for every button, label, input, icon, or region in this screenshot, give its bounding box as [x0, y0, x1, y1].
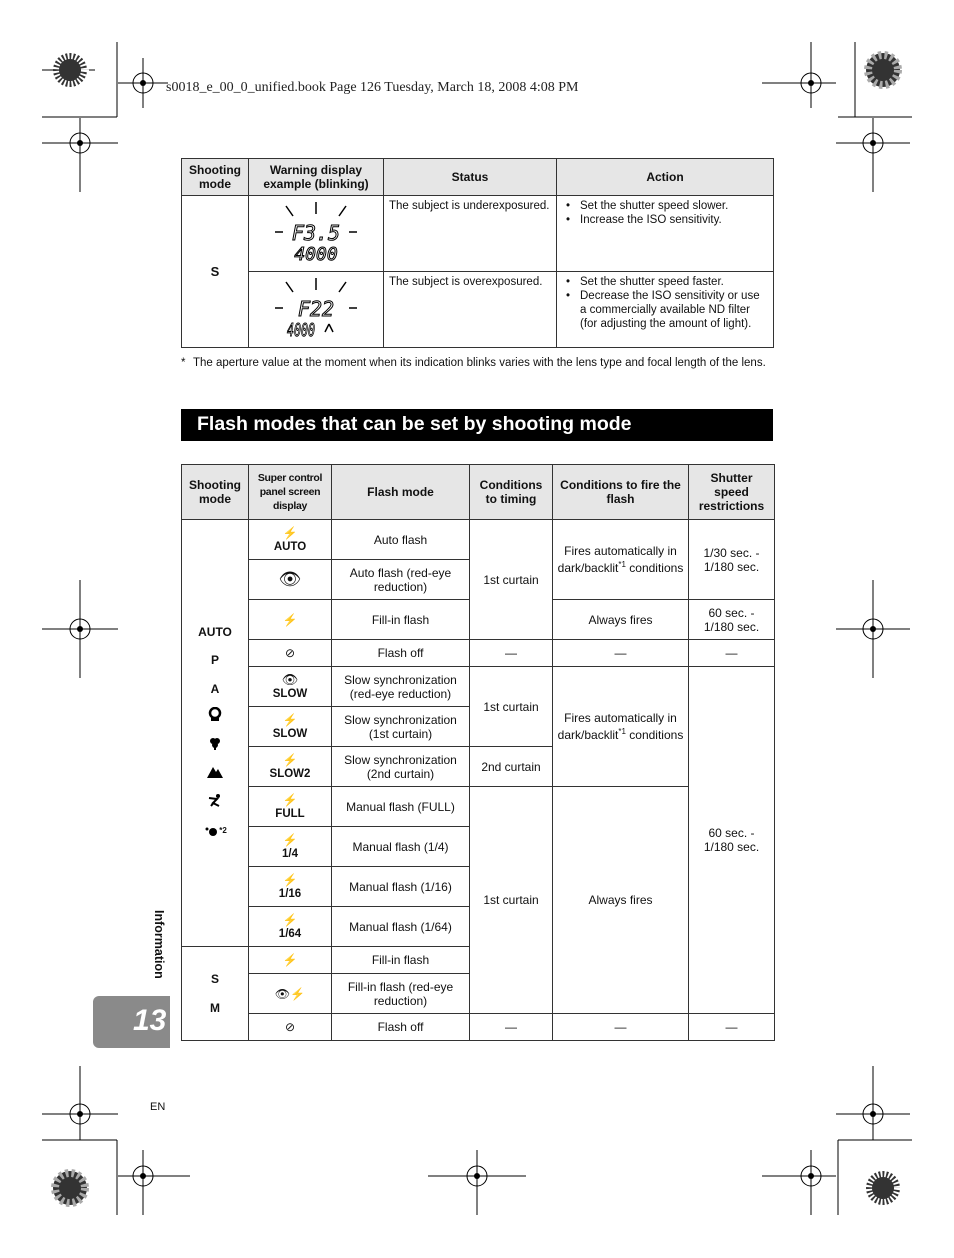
action-item: • Decrease the ISO sensitivity or use a commercially available ND filter (for adjusting the amount of light).: [574, 289, 768, 331]
table-row: [182, 196, 774, 272]
panel-display: ⚡ SLOW: [249, 707, 332, 747]
mode-auto: AUTO: [198, 624, 232, 639]
shutter-value-text: 4000: [294, 244, 338, 265]
aperture-value-text: F22: [297, 297, 335, 321]
mode-s: S: [210, 972, 219, 986]
status-underexposed: The subject is underexposured.: [384, 196, 557, 272]
header-action: Action: [557, 159, 774, 196]
fire-condition: —: [553, 1014, 689, 1041]
language-label: EN: [150, 1101, 166, 1113]
blinking-aperture-display: [271, 274, 361, 342]
fire-condition: Fires automatically in dark/backlit$^{*1}$ conditions: [553, 667, 689, 787]
header-status: Status: [384, 159, 557, 196]
header-warning-display: Warning display example (blinking): [249, 159, 384, 196]
flash-mode: Flash off: [332, 640, 470, 667]
flash-mode: Auto flash (red-eye reduction): [332, 560, 470, 600]
header-panel-display: Super control panel screen display: [249, 465, 332, 520]
panel-display: ⚡ 1/16: [249, 867, 332, 907]
flash-icon: ⚡: [282, 612, 298, 627]
night-portrait-icon: [186, 817, 244, 849]
header-shooting-mode: Shooting mode: [182, 159, 249, 196]
panel-display: [249, 600, 332, 640]
chapter-number: 13: [133, 1004, 167, 1037]
header-flash-mode: Flash mode: [332, 465, 470, 520]
panel-display: 👁 SLOW: [249, 667, 332, 707]
flash-mode: Flash off: [332, 1014, 470, 1041]
sports-icon: [186, 789, 244, 818]
fire-condition: Always fires: [553, 787, 689, 1014]
flash-icon: ⚡: [282, 872, 298, 887]
aperture-value-text: F3.5: [291, 221, 341, 245]
mode-p: P: [210, 653, 219, 667]
panel-display: [249, 640, 332, 667]
timing: —: [470, 1014, 553, 1041]
table-row: [182, 520, 775, 560]
red-eye-icon: 👁: [278, 568, 302, 589]
action-overexposed: [557, 272, 774, 348]
flash-mode: Fill-in flash: [332, 947, 470, 974]
flash-mode: Fill-in flash: [332, 600, 470, 640]
flash-mode: Slow synchronization (2nd curtain): [332, 747, 470, 787]
action-underexposed: [557, 196, 774, 272]
shooting-mode-s: S: [182, 196, 249, 348]
flash-mode: Manual flash (1/4): [332, 827, 470, 867]
shutter-restriction: —: [689, 1014, 775, 1041]
flash-icon: ⚡: [282, 953, 298, 967]
action-item: • Set the shutter speed slower.: [574, 199, 768, 213]
flash-mode: Fill-in flash (red-eye reduction): [332, 974, 470, 1014]
macro-icon: [186, 732, 244, 761]
flash-mode: Slow synchronization (red-eye reduction): [332, 667, 470, 707]
shutter-restriction: 60 sec. - 1/180 sec.: [689, 667, 775, 1014]
fire-condition: Fires automatically in dark/backlit$^{*1}$ conditions: [553, 520, 689, 600]
footnote-marker: *: [181, 357, 186, 369]
mode-m: M: [210, 1000, 220, 1015]
red-eye-icon: 👁: [281, 671, 299, 687]
flash-mode: Manual flash (FULL): [332, 787, 470, 827]
timing: 1st curtain: [470, 787, 553, 1014]
panel-display: ⚡ 1/64: [249, 907, 332, 947]
header-shooting-mode: Shooting mode: [182, 465, 249, 520]
table-row: [182, 787, 775, 827]
footnote: [181, 356, 774, 371]
footnote-text: The aperture value at the moment when its indication blinks varies with the lens type and focal length of the lens.: [193, 357, 766, 369]
header-fire-conditions: Conditions to fire the flash: [553, 465, 689, 520]
panel-display: ⚡ FULL: [249, 787, 332, 827]
table-row: [182, 1014, 775, 1041]
flash-icon: ⚡: [282, 912, 298, 927]
warning-display-underexposed: [249, 196, 384, 272]
shooting-modes-group-1: [182, 520, 249, 947]
flash-icon: ⚡: [282, 792, 298, 807]
table-row: [182, 272, 774, 348]
timing: —: [470, 640, 553, 667]
panel-display: ⚡ AUTO: [249, 520, 332, 560]
flash-icon: ⚡: [282, 752, 298, 767]
section-title-bar: [181, 409, 773, 441]
action-item: • Set the shutter speed faster.: [574, 275, 768, 289]
flash-mode: Slow synchronization (1st curtain): [332, 707, 470, 747]
panel-display: [249, 947, 332, 974]
warning-display-overexposed: [249, 272, 384, 348]
flash-modes-table: [181, 464, 775, 1041]
footnote-ref: *1: [618, 560, 626, 569]
panel-display: ⚡ 1/4: [249, 827, 332, 867]
shutter-value-text: 4000: [287, 320, 315, 341]
panel-display: [249, 560, 332, 600]
table-row: [182, 667, 775, 707]
shutter-restriction: 60 sec. - 1/180 sec.: [689, 600, 775, 640]
flash-mode: Auto flash: [332, 520, 470, 560]
flash-off-icon: ⊘: [284, 646, 296, 660]
action-item: • Increase the ISO sensitivity.: [574, 213, 768, 227]
flash-off-icon: ⊘: [284, 1020, 296, 1034]
exposure-warning-table: [181, 158, 774, 348]
fire-condition: Always fires: [553, 600, 689, 640]
fire-condition: —: [553, 640, 689, 667]
chapter-tab: [93, 996, 170, 1048]
flash-mode: Manual flash (1/16): [332, 867, 470, 907]
chapter-side-label: Information: [152, 910, 166, 979]
red-eye-flash-icon: 👁⚡: [274, 986, 306, 1001]
footnote-ref: *1: [618, 727, 626, 736]
shutter-restriction: 1/30 sec. - 1/180 sec.: [689, 520, 775, 600]
status-overexposed: The subject is overexposured.: [384, 272, 557, 348]
footnote-ref: *2: [219, 826, 227, 835]
table-row: [182, 640, 775, 667]
header-shutter-restrictions: Shutter speed restrictions: [689, 465, 775, 520]
landscape-icon: [186, 760, 244, 789]
flash-icon: ⚡: [282, 832, 298, 847]
flash-icon: ⚡: [282, 525, 298, 540]
mode-a: A: [210, 681, 220, 696]
shooting-modes-group-2: [182, 947, 249, 1041]
panel-display: ⚡ SLOW2: [249, 747, 332, 787]
section-title: Flash modes that can be set by shooting mode: [197, 413, 632, 435]
timing: 1st curtain: [470, 520, 553, 640]
shutter-restriction: —: [689, 640, 775, 667]
book-header-line: s0018_e_00_0_unified.book Page 126 Tuesday, March 18, 2008 4:08 PM: [166, 80, 579, 95]
portrait-icon: [186, 703, 244, 732]
blinking-aperture-display: [271, 198, 361, 266]
timing: 2nd curtain: [470, 747, 553, 787]
header-timing: Conditions to timing: [470, 465, 553, 520]
panel-display: [249, 1014, 332, 1041]
flash-icon: ⚡: [282, 712, 298, 727]
timing: 1st curtain: [470, 667, 553, 747]
panel-display: [249, 974, 332, 1014]
flash-mode: Manual flash (1/64): [332, 907, 470, 947]
